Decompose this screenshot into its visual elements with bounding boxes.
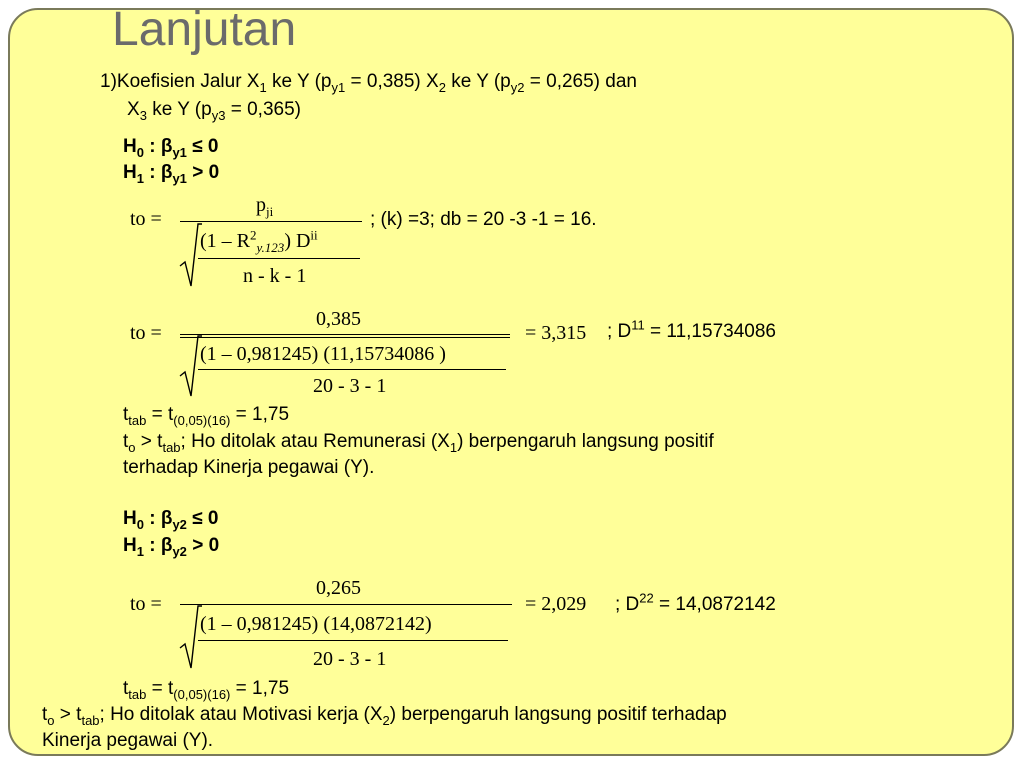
intro-line-2: $X_3$ ke Y $(p_{y3} = 0,365)$ [127,99,301,123]
conclusion-2-line-2: Kinerja pegawai (Y). [42,730,214,751]
formula-2-denominator-2: 20 - 3 - 1 [313,375,387,397]
formula-2-result: = 3,315 [525,322,587,344]
formula-1-fraction-bar [180,221,362,222]
formula-3-denominator: (1 – 0,981245) (14,0872142) [200,613,432,635]
formula-3-numerator: 0,265 [316,577,361,599]
radical-sign [178,222,202,288]
formula-3-denominator-2: 20 - 3 - 1 [313,648,387,670]
slide-title: Lanjutan [112,3,297,56]
conclusion-1-line-2: terhadap Kinerja pegawai (Y). [123,457,375,478]
hypothesis-h0-y1: $H_0$ : $\beta_{y1} \le 0$ [123,136,219,160]
formula-2-lhs: to = [130,322,162,344]
formula-2-fraction-bar-2 [180,337,510,338]
conclusion-1-line-1: $t_o > t_{tab}$; Ho ditolak atau Remunerasi $(X_1)$ berpengaruh langsung positif [123,431,714,455]
formula-2-note: ; $D^{11} = 11,15734086$ [607,317,776,342]
formula-3-lhs: to = [130,593,162,615]
formula-1-lhs: to = [130,208,162,230]
formula-3-inner-bar [198,640,508,641]
formula-1-inner-bar [198,258,360,259]
formula-3-note: ; $D^{22} = 14,0872142$ [615,590,776,615]
hypothesis-h0-y2: $H_0$ : $\beta_{y2} \le 0$ [123,508,219,532]
hypothesis-h1-y2: $H_1$ : $\beta_{y2} > 0$ [123,535,220,559]
formula-1-note: ; (k) =3; db = 20 -3 -1 = 16. [370,209,597,230]
radical-sign [178,334,202,398]
t-table-1: $t_{tab} = t_{(0,05)(16)} = 1,75$ [123,404,290,428]
t-table-2: $t_{tab} = t_{(0,05)(16)} = 1,75$ [123,678,290,702]
formula-2-inner-bar [198,369,506,370]
formula-3-fraction-bar [180,604,512,605]
intro-line-1: 1)Koefisien Jalur $X_1$ ke Y $(p_{y1} = 0,385)$ $X_2$ ke Y $(p_{y2} = 0,265)$ dan [100,71,637,95]
formula-1-denominator-2: n - k - 1 [243,265,307,287]
hypothesis-h1-y1: $H_1$ : $\beta_{y1} > 0$ [123,162,220,186]
formula-3-result: = 2,029 [525,593,587,615]
formula-2-fraction-bar [180,334,510,335]
formula-1-denominator: $(1 - R^2_{y.123})$ $D^{ii}$ [200,227,318,255]
formula-2-denominator: (1 – 0,981245) (11,15734086 ) [200,343,446,365]
formula-1-numerator: $p_{ji}$ [256,194,274,219]
formula-2-numerator: 0,385 [316,308,361,330]
conclusion-2-line-1: $t_o > t_{tab}$; Ho ditolak atau Motivasi kerja $(X_2)$ berpengaruh langsung positif terhadap [42,704,727,728]
radical-sign [178,604,202,670]
